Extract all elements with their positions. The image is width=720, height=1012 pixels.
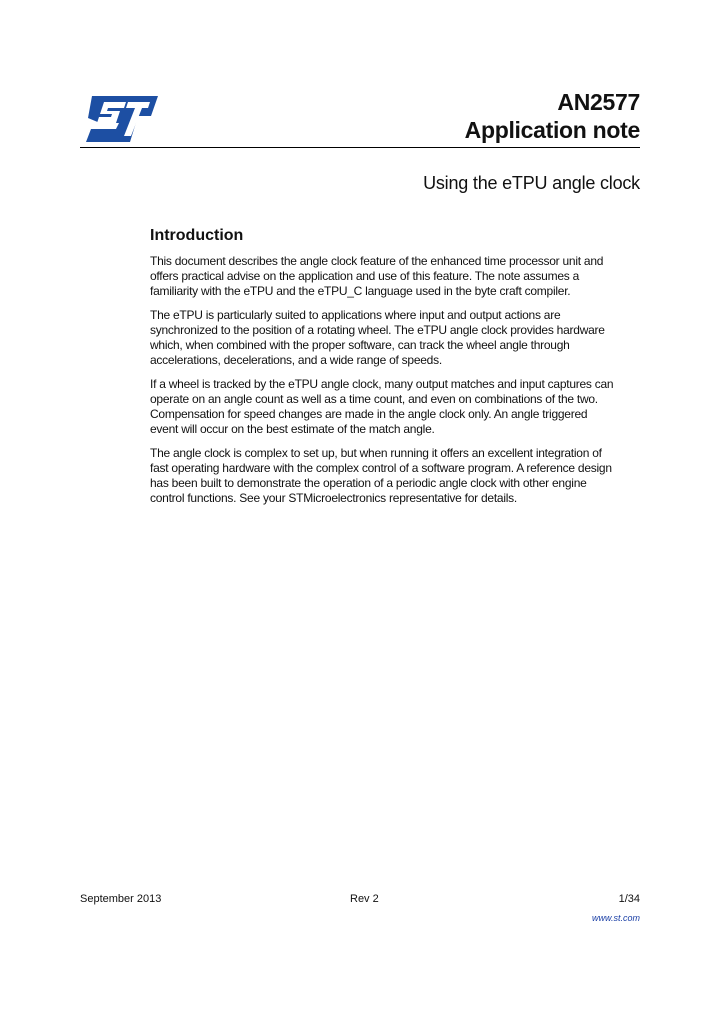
paragraph-3 xyxy=(150,377,642,437)
document-subtitle: Using the eTPU angle clock xyxy=(423,173,640,193)
paragraph-line: operate on an angle count as well as a time count, and even on combinations of the two. xyxy=(150,392,598,406)
introduction-body xyxy=(150,254,642,515)
paragraph-line: The angle clock is complex to set up, but when running it offers an excellent integration of xyxy=(150,446,602,460)
st-logo-icon xyxy=(80,96,158,142)
paragraph-line: control functions. See your STMicroelectronics representative for details. xyxy=(150,491,518,505)
paragraph-line: event will occur on the best estimate of the match angle. xyxy=(150,422,435,436)
paragraph-line: has been built to demonstrate the operation of a periodic angle clock with other engine xyxy=(150,476,587,490)
paragraph-4 xyxy=(150,446,642,506)
website-link[interactable]: www.st.com xyxy=(591,913,640,923)
paragraph-1 xyxy=(150,254,642,299)
document-number: AN2577 xyxy=(557,89,640,115)
document-type: Application note xyxy=(464,117,640,143)
paragraph-line: fast operating hardware with the complex control of a software program. A reference design xyxy=(150,461,612,475)
paragraph-line: synchronized to the position of a rotating wheel. The eTPU angle clock provides hardware xyxy=(150,323,605,337)
paragraph-line: familiarity with the eTPU and the eTPU_C language used in the byte craft compiler. xyxy=(150,284,571,298)
footer-date: September 2013 xyxy=(80,893,162,905)
paragraph-line: offers practical advise on the application and use of this feature. The note assumes a xyxy=(150,269,579,283)
paragraph-line: If a wheel is tracked by the eTPU angle clock, many output matches and input captures can xyxy=(150,377,614,391)
paragraph-line: which, when combined with the proper software, can track the wheel angle through xyxy=(150,338,570,352)
paragraph-2 xyxy=(150,308,642,368)
paragraph-line: The eTPU is particularly suited to applications where input and output actions are xyxy=(150,308,561,322)
paragraph-line: accelerations, decelerations, and a wide range of speeds. xyxy=(150,353,442,367)
footer-page-number: 1/34 xyxy=(618,893,640,905)
paragraph-line: This document describes the angle clock feature of the enhanced time processor unit and xyxy=(150,254,604,268)
footer-revision: Rev 2 xyxy=(350,893,379,905)
introduction-heading: Introduction xyxy=(150,227,244,244)
header-divider xyxy=(80,147,640,148)
paragraph-line: Compensation for speed changes are made in the angle clock only. An angle triggered xyxy=(150,407,588,421)
